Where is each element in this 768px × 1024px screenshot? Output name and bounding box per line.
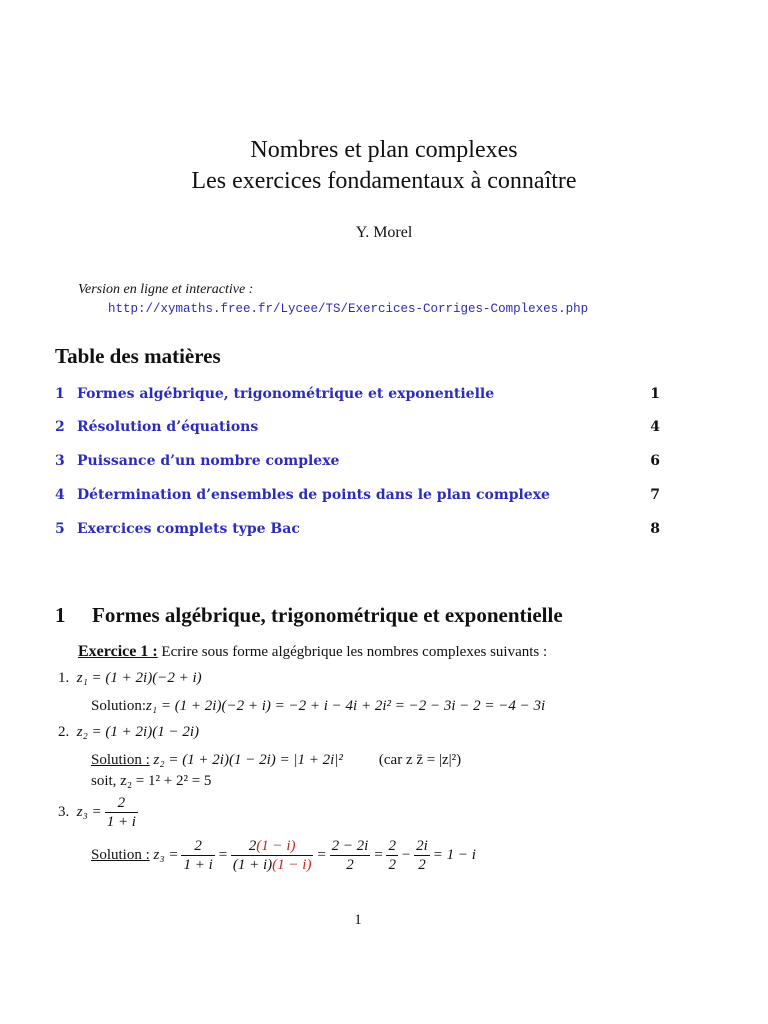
fraction [414, 837, 430, 874]
numerator: 2 [181, 837, 214, 856]
denominator: 1 + i [106, 814, 136, 830]
item-3 [58, 794, 141, 831]
toc-item-4[interactable] [55, 487, 660, 503]
denominator: 2 [388, 857, 396, 873]
denominator: 1 + i [183, 857, 213, 873]
equals: = [217, 846, 228, 863]
item-number: 3. [58, 803, 70, 820]
equals: = [373, 846, 384, 863]
toc-item-5[interactable] [55, 521, 660, 537]
numerator: 2i [416, 838, 428, 854]
denominator-part: (1 + i) [232, 857, 273, 873]
item-3-solution [91, 837, 476, 874]
section-heading [55, 603, 563, 628]
denominator: 2 [346, 857, 354, 873]
solution-expression: z₁ = (1 + 2i)(−2 + i) = −2 + i − 4i + 2i² = −2 − 3i − 2 = −4 − 3i [146, 698, 546, 714]
toc-item-3[interactable] [55, 453, 660, 469]
exercise-prompt: Ecrire sous forme algégbrique les nombres complexes suivants : [161, 644, 548, 660]
exercise-label: Exercice 1 : [78, 643, 158, 660]
toc-num: 2 [55, 419, 65, 435]
toc-title: Puissance d’un nombre complexe [77, 453, 340, 469]
toc-title: Détermination d’ensembles de points dans le plan complexe [77, 487, 550, 503]
result: = 1 − i [432, 846, 476, 863]
toc-title: Exercices complets type Bac [77, 521, 300, 537]
numerator: 2 [388, 838, 396, 854]
item-expression: z₁ = (1 + 2i)(−2 + i) [76, 670, 202, 686]
item-2 [58, 724, 199, 741]
fraction [330, 837, 371, 874]
denominator: 2 [418, 857, 426, 873]
item-2-solution [91, 752, 461, 769]
exercise-header [78, 643, 547, 661]
toc-page: 1 [650, 386, 660, 402]
version-url-link[interactable]: http://xymaths.free.fr/Lycee/TS/Exercices-Corriges-Complexes.php [108, 302, 589, 316]
toc-item-2[interactable] [55, 419, 660, 435]
item-number: 1. [58, 670, 70, 686]
toc-title: Formes algébrique, trigonométrique et exponentielle [77, 386, 495, 402]
conjugate-highlight: (1 − i) [272, 857, 312, 873]
fraction [105, 794, 138, 831]
item-1-solution [91, 698, 545, 715]
toc-num: 4 [55, 487, 65, 503]
solution-label: Solution : [91, 752, 150, 768]
toc-page: 7 [650, 487, 660, 503]
minus: − [400, 846, 412, 863]
title-line-2: Les exercices fondamentaux à connaître [191, 168, 577, 194]
numerator [231, 837, 314, 856]
fraction [231, 837, 314, 874]
toc-num: 3 [55, 453, 65, 469]
title-line-1: Nombres et plan complexes [250, 137, 518, 163]
fraction [386, 837, 398, 874]
denominator [231, 856, 314, 874]
lhs: z₃ = [153, 846, 179, 863]
toc-num: 1 [55, 386, 65, 402]
item-lhs: z₃ = [76, 803, 102, 820]
page-number: 1 [354, 912, 362, 928]
toc-page: 4 [650, 419, 660, 435]
toc-title: Résolution d’équations [77, 419, 259, 435]
equals: = [316, 846, 327, 863]
numerator-part: 2 [248, 838, 257, 854]
fraction [181, 837, 214, 874]
section-title: Formes algébrique, trigonométrique et exponentielle [92, 603, 563, 627]
author: Y. Morel [355, 224, 413, 241]
solution-label: Solution : [91, 846, 150, 863]
numerator: 2 [105, 794, 138, 813]
section-number: 1 [55, 603, 66, 627]
toc-heading: Table des matières [55, 344, 221, 368]
solution-expression: z₂ = (1 + 2i)(1 − 2i) = |1 + 2i|² [153, 752, 343, 768]
item-1 [58, 670, 202, 687]
solution-note: (car z z̄ = |z|²) [378, 752, 462, 768]
item-expression: z₂ = (1 + 2i)(1 − 2i) [76, 724, 199, 740]
toc-num: 5 [55, 521, 65, 537]
numerator: 2 − 2i [331, 838, 369, 854]
toc-page: 6 [650, 453, 660, 469]
version-label: Version en ligne et interactive : [78, 282, 254, 297]
toc-page: 8 [650, 521, 660, 537]
item-number: 2. [58, 724, 70, 740]
item-2-solution-line2: soit, z₂ = 1² + 2² = 5 [91, 773, 212, 789]
toc-item-1[interactable] [55, 386, 660, 402]
conjugate-highlight: (1 − i) [256, 838, 296, 854]
solution-label: Solution: [91, 698, 147, 714]
